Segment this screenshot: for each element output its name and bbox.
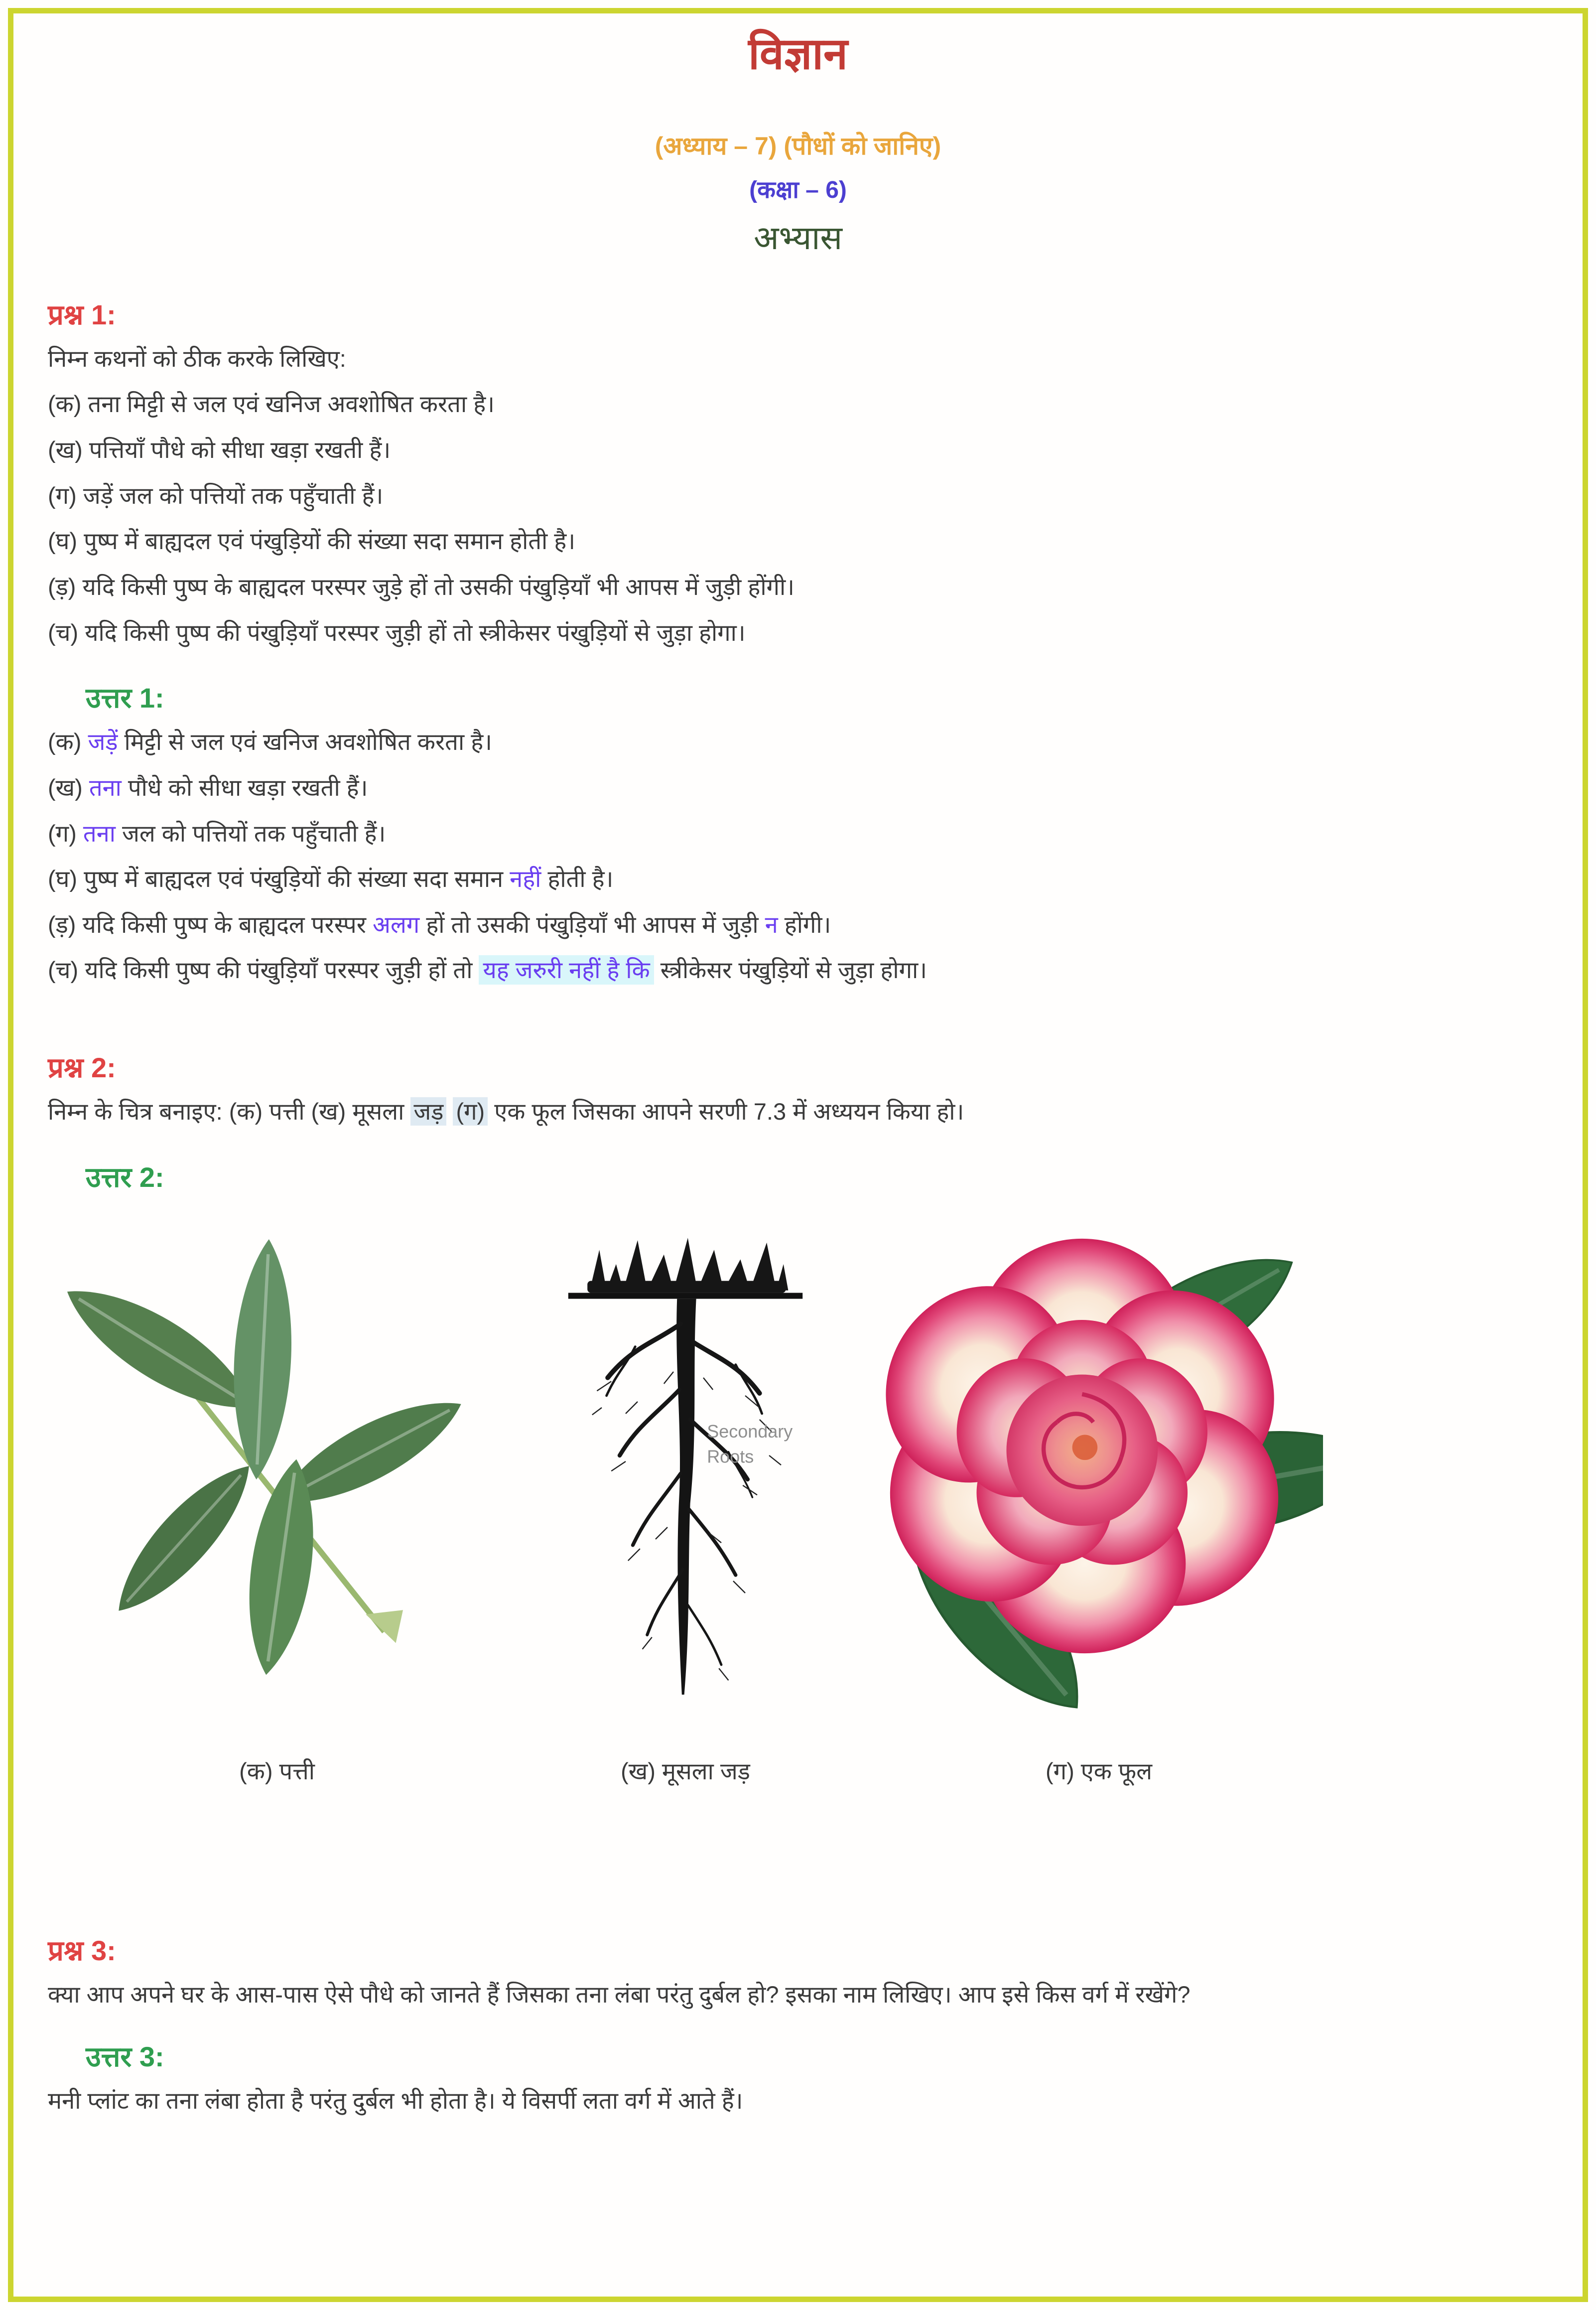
question-1-item-b: (ख) पत्तियाँ पौधे को सीधा खड़ा रखती हैं।	[48, 436, 391, 463]
answer-1-item-d: (घ) पुष्प में बाह्यदल एवं पंखुड़ियों की संख्या सदा समान नहीं होती है।	[48, 866, 614, 892]
question-1-item-f: (च) यदि किसी पुष्प की पंखुड़ियाँ परस्पर जुड़ी हों तो स्त्रीकेसर पंखुड़ियों से जुड़ा होगा।	[48, 619, 746, 646]
question-1-item-a: (क) तना मिट्टी से जल एवं खनिज अवशोषित करता है।	[48, 391, 495, 418]
answer-1-item-b: (ख) तना पौधे को सीधा खड़ा रखती हैं।	[48, 774, 368, 801]
answer-3-label: उत्तर 3:	[86, 2041, 164, 2073]
leaf-stalk-arrow-tip	[366, 1610, 403, 1643]
selection-highlight: जड़	[410, 1097, 446, 1126]
rose-illustration	[875, 1223, 1323, 1716]
corrected-word: तना	[89, 774, 122, 801]
answer-1-item-f: (च) यदि किसी पुष्प की पंखुड़ियाँ परस्पर जुड़ी हों तो यह जरुरी नहीं है कि स्त्रीकेसर पंखुड़ियों से जुड़ा होगा।	[48, 947, 1536, 993]
exercise-heading: अभ्यास	[754, 219, 842, 256]
corrected-word: नहीं	[510, 866, 541, 892]
corrected-word: जड़ें	[88, 728, 118, 755]
secondary-roots-label-line1: Secondary	[707, 1421, 793, 1442]
question-2-label: प्रश्न 2:	[48, 1052, 116, 1084]
main-taproot	[676, 1299, 696, 1694]
answer-1-label: उत्तर 1:	[86, 682, 164, 714]
rose-caption: (ग) एक फूल	[1045, 1757, 1153, 1784]
taproot-caption: (ख) मूसला जड़	[621, 1757, 750, 1784]
taproot-illustration	[566, 1223, 805, 1733]
answer-2-figures	[48, 1223, 1596, 1741]
ground-line	[568, 1293, 802, 1299]
answer-2-label: उत्तर 2:	[86, 1161, 164, 1193]
question-3-body	[48, 1972, 1536, 2018]
answer-1-item-e: (ड़) यदि किसी पुष्प के बाह्यदल परस्पर अलग हों तो उसकी पंखुड़ियाँ भी आपस में जुड़ी न होंगी।	[48, 911, 831, 938]
corrected-phrase-highlighted: यह जरुरी नहीं है कि	[479, 955, 654, 985]
question-1-label: प्रश्न 1:	[48, 298, 116, 330]
corrected-word: न	[765, 911, 778, 938]
secondary-roots-label-line2: Roots	[707, 1446, 754, 1467]
question-1-intro: निम्न कथनों को ठीक करके लिखिए:	[48, 345, 346, 372]
question-2-body	[48, 1089, 1536, 1135]
question-2-text: निम्न के चित्र बनाइए: (क) पत्ती (ख) मूसला जड़ (ग) एक फूल जिसका आपने सरणी 7.3 में अध्ययन किया हो।	[48, 1098, 964, 1125]
leaf-caption: (क) पत्ती	[239, 1757, 315, 1784]
question-1-item-e: (ड़) यदि किसी पुष्प के बाह्यदल परस्पर जुड़े हों तो उसकी पंखुड़ियाँ भी आपस में जुड़ी होंगी।	[48, 574, 795, 600]
answer-1-item-c: (ग) तना जल को पत्तियों तक पहुँचाती हैं।	[48, 820, 386, 847]
rose-center	[1072, 1435, 1098, 1460]
question-1-item-c: (ग) जड़ें जल को पत्तियों तक पहुँचाती हैं।	[48, 482, 384, 509]
question-1-body	[48, 336, 1536, 655]
question-3-label: प्रश्न 3:	[48, 1934, 116, 1966]
figure-captions	[48, 1754, 1596, 1786]
class-line: (कक्षा – 6)	[749, 176, 847, 203]
page-title: विज्ञान	[748, 29, 848, 78]
question-3-text: क्या आप अपने घर के आस-पास ऐसे पौधे को जानते हैं जिसका तना लंबा परंतु दुर्बल हो? इसका नाम लिखिए। आप इसे किस वर्ग में रखेंगे?	[48, 1981, 1191, 2008]
corrected-word: तना	[83, 820, 116, 847]
corrected-word: अलग	[373, 911, 420, 938]
answer-3-text: मनी प्लांट का तना लंबा होता है परंतु दुर्बल भी होता है। ये विसर्पी लता वर्ग में आते हैं।	[48, 2087, 743, 2114]
answer-1-item-a: (क) जड़ें मिट्टी से जल एवं खनिज अवशोषित करता है।	[48, 728, 492, 755]
selection-highlight: (ग)	[453, 1097, 488, 1126]
leaf-illustration	[48, 1223, 506, 1741]
answer-3-body	[48, 2078, 1536, 2124]
chapter-subtitle: (अध्याय – 7) (पौधों को जानिए)	[655, 132, 941, 160]
question-1-item-d: (घ) पुष्प में बाह्यदल एवं पंखुड़ियों की संख्या सदा समान होती है।	[48, 528, 576, 555]
answer-1-body	[48, 719, 1536, 993]
